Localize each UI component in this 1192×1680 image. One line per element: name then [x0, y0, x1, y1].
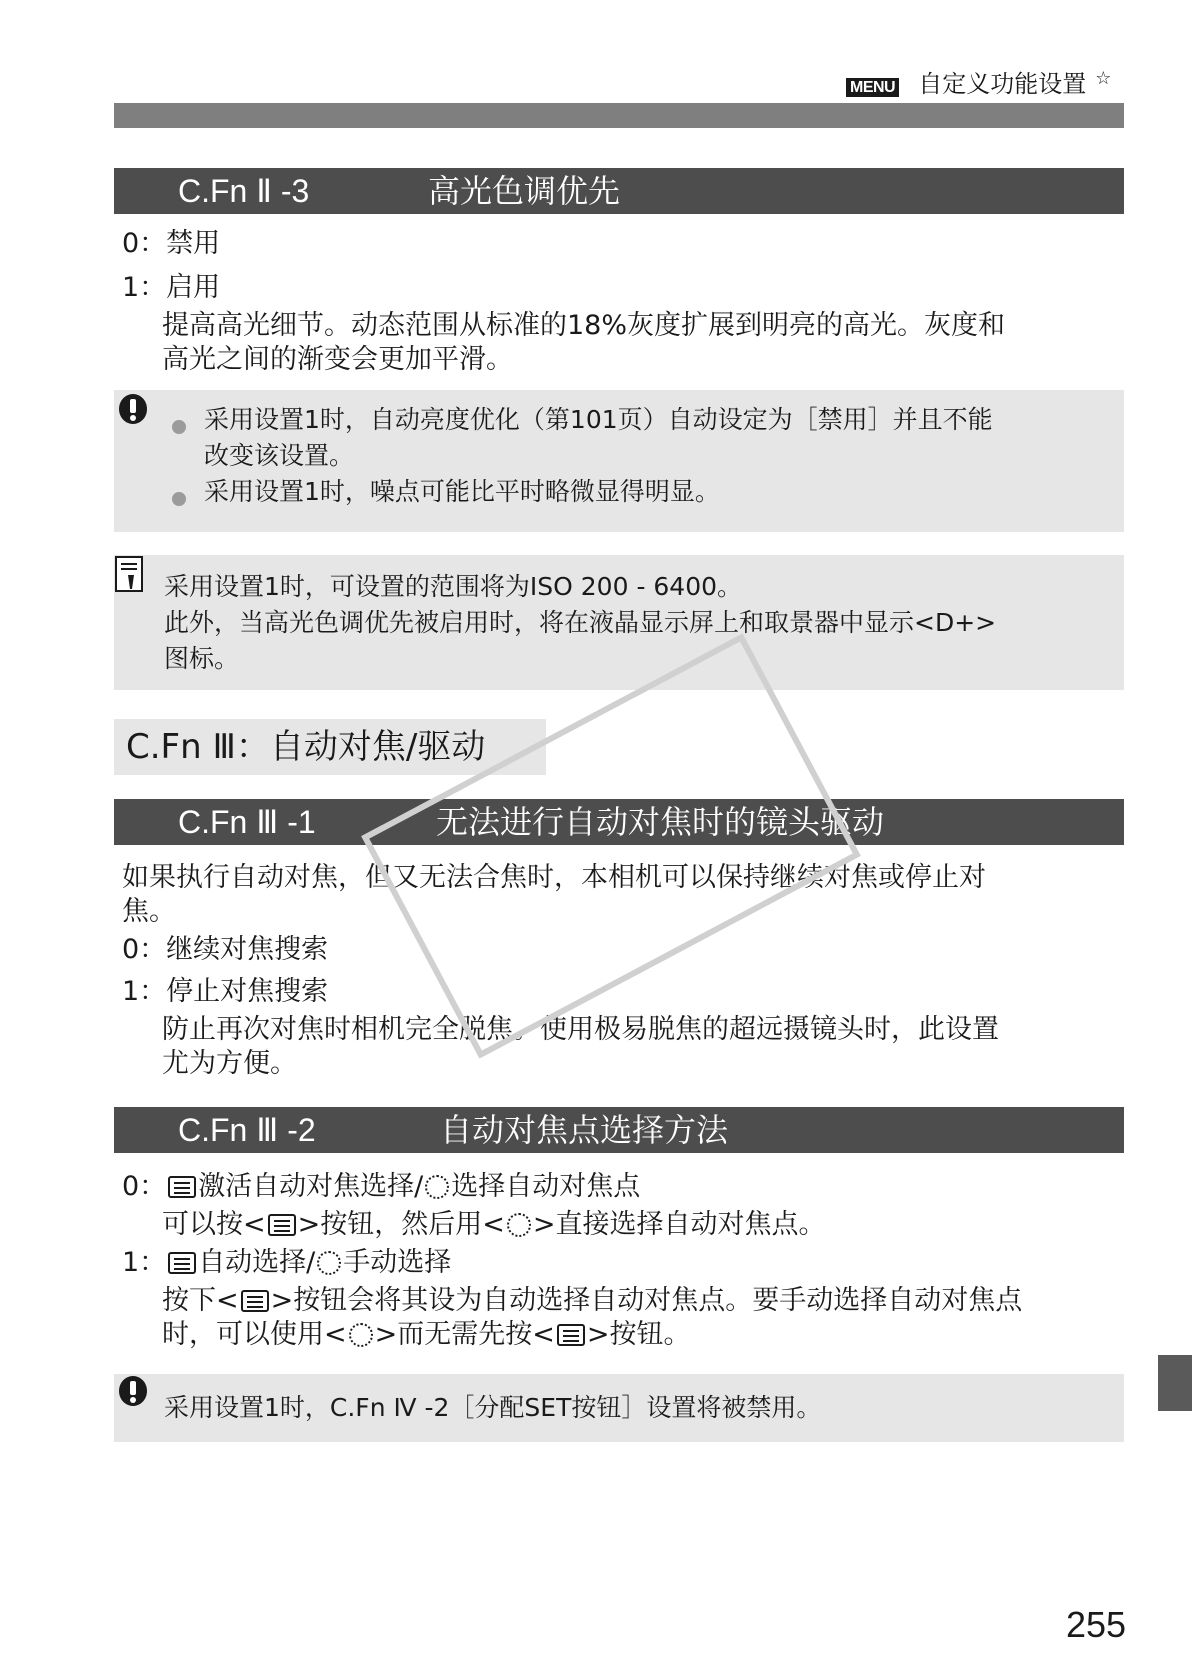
caution-2-line: 采用设置1时，C.Fn Ⅳ -2［分配SET按钮］设置将被禁用。: [164, 1393, 822, 1422]
fn3-2-option-1-desc-line2: 时，可以使用< >而无需先按< >按钮。: [162, 1319, 691, 1350]
af-select-button-icon: [168, 1176, 196, 1198]
caution-box-2: [114, 1374, 1124, 1442]
fn3-1-intro-line2: 焦。: [122, 896, 176, 927]
caution-line3: 采用设置1时，噪点可能比平时略微显得明显。: [204, 477, 720, 506]
af-select-button-icon: [168, 1252, 196, 1274]
fn3-1-desc-line2: 尤为方便。: [162, 1048, 297, 1079]
caution-line1: 采用设置1时，自动亮度优化（第101页）自动设定为［禁用］并且不能: [204, 405, 993, 434]
page-number: 255: [1066, 1604, 1127, 1645]
af-select-button-icon: [268, 1214, 296, 1236]
multi-controller-icon: [317, 1251, 341, 1275]
fn3-2-code: C.Fn Ⅲ -2: [178, 1112, 316, 1148]
caution-icon: [116, 392, 150, 426]
fn2-3-code: C.Fn Ⅱ -3: [178, 173, 310, 209]
fn2-3-desc-line2: 高光之间的渐变会更加平滑。: [162, 344, 513, 375]
chapter-tab: [1158, 1355, 1192, 1411]
caution-icon: [116, 1374, 150, 1408]
section-heading: C.Fn Ⅲ：自动对焦/驱动: [114, 719, 546, 775]
header-rule: [114, 103, 1124, 128]
fn3-1-title: 无法进行自动对焦时的镜头驱动: [436, 803, 885, 841]
header: [846, 64, 1111, 99]
fn3-1-code: C.Fn Ⅲ -1: [178, 804, 316, 840]
header-title: 自定义功能设置: [918, 70, 1087, 98]
fn2-3-option-1: 1：启用: [122, 272, 221, 303]
fn3-2-option-0-desc: 可以按< >按钮，然后用< >直接选择自动对焦点。: [162, 1209, 826, 1240]
multi-controller-icon: [349, 1323, 373, 1347]
fn3-1-desc-line1: 防止再次对焦时相机完全脱焦。使用极易脱焦的超远摄镜头时，此设置: [162, 1014, 999, 1045]
copy-stamp: [361, 633, 861, 1058]
caution-box: [114, 390, 1124, 532]
memo-box: [114, 555, 1124, 690]
af-select-button-icon: [557, 1324, 585, 1346]
fn2-3-desc-line1: 提高高光细节。动态范围从标准的18%灰度扩展到明亮的高光。灰度和: [162, 310, 1006, 341]
fn3-2-title-bar: [114, 1107, 1124, 1153]
memo-line1: 采用设置1时，可设置的范围将为ISO 200 - 6400。: [164, 572, 743, 601]
multi-controller-icon: [425, 1175, 449, 1199]
fn2-3-title: 高光色调优先: [428, 172, 621, 210]
fn3-2-option-1-desc-line1: 按下< >按钮会将其设为自动选择自动对焦点。要手动选择自动对焦点: [162, 1285, 1023, 1316]
fn3-2-title: 自动对焦点选择方法: [440, 1111, 729, 1149]
fn3-2-option-0: 0： 激活自动对焦选择/ 选择自动对焦点: [122, 1171, 641, 1202]
multi-controller-icon: [507, 1213, 531, 1237]
bullet-icon: [172, 492, 186, 506]
memo-line2: 此外，当高光色调优先被启用时，将在液晶显示屏上和取景器中显示<D+>: [164, 608, 997, 637]
bullet-icon: [172, 420, 186, 434]
fn3-1-option-1: 1：停止对焦搜索: [122, 976, 329, 1007]
star-icon: ☆: [1095, 68, 1112, 89]
fn2-3-option-0: 0：禁用: [122, 228, 221, 259]
af-select-button-icon: [241, 1290, 269, 1312]
fn3-1-option-0: 0：继续对焦搜索: [122, 934, 329, 965]
caution-line2: 改变该设置。: [204, 441, 355, 470]
memo-icon: [114, 555, 146, 595]
fn3-1-intro-line1: 如果执行自动对焦，但又无法合焦时，本相机可以保持继续对焦或停止对: [122, 862, 986, 893]
menu-tag: MENU: [846, 78, 899, 97]
fn2-3-title-bar: [114, 168, 1124, 214]
memo-line3: 图标。: [164, 644, 240, 673]
fn3-2-option-1: 1： 自动选择/ 手动选择: [122, 1247, 452, 1278]
